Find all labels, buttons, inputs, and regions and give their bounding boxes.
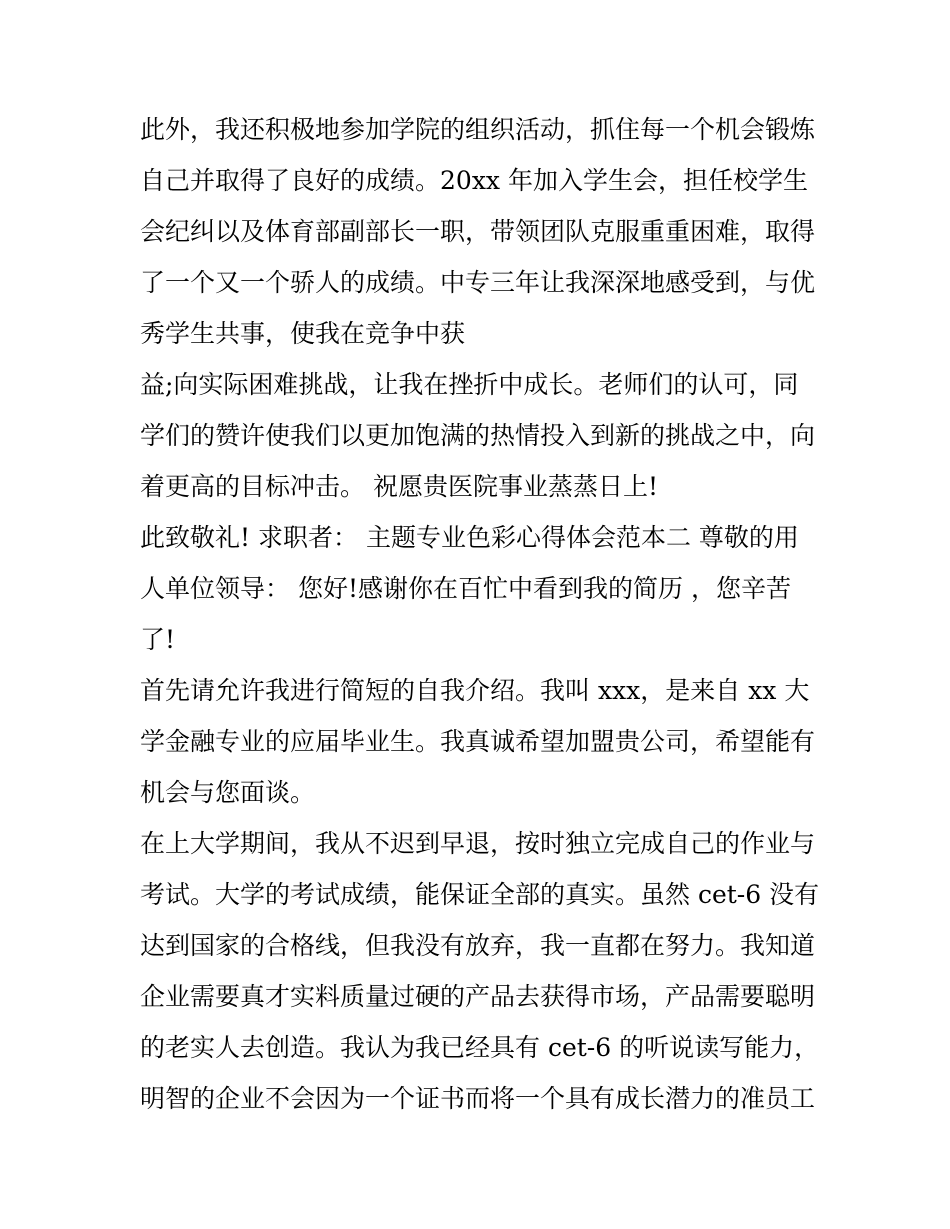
text-line: 的老实人去创造。我认为我已经具有 cet-6 的听说读写能力，	[140, 1033, 820, 1062]
text-line: 达到国家的合格线，但我没有放弃，我一直都在努力。我知道	[140, 931, 816, 960]
text-line: 首先请允许我进行简短的自我介绍。我叫 xxx，是来自 xx 大	[140, 676, 810, 705]
text-line: 会纪纠以及体育部副部长一职，带领团队克服重重困难，取得	[140, 217, 816, 246]
text-line: 着更高的目标冲击。 祝愿贵医院事业蒸蒸日上!	[140, 472, 658, 501]
text-line: 此外，我还积极地参加学院的组织活动，抓住每一个机会锻炼	[140, 115, 816, 144]
text-line: 了一个又一个骄人的成绩。中专三年让我深深地感受到，与优	[140, 268, 816, 297]
document-body	[140, 104, 820, 1124]
text-line: 人单位领导： 您好!感谢你在百忙中看到我的简历 ，您辛苦	[140, 574, 791, 603]
text-line: 自己并取得了良好的成绩。20xx 年加入学生会，担任校学生	[140, 166, 808, 195]
text-line: 学们的赞许使我们以更加饱满的热情投入到新的挑战之中，向	[140, 421, 816, 450]
text-line: 在上大学期间，我从不迟到早退，按时独立完成自己的作业与	[140, 829, 816, 858]
text-line: 企业需要真才实料质量过硬的产品去获得市场，产品需要聪明	[140, 982, 816, 1011]
text-line: 秀学生共事，使我在竞争中获	[140, 319, 466, 348]
text-line: 了!	[140, 625, 176, 654]
text-line: 此致敬礼! 求职者： 主题专业色彩心得体会范本二 尊敬的用	[140, 523, 799, 552]
text-line: 益;向实际困难挑战，让我在挫折中成长。老师们的认可，同	[140, 370, 799, 399]
text-line: 学金融专业的应届毕业生。我真诚希望加盟贵公司，希望能有	[140, 727, 816, 756]
text-line: 机会与您面谈。	[140, 778, 316, 807]
text-line: 明智的企业不会因为一个证书而将一个具有成长潜力的准员工	[140, 1084, 816, 1113]
text-line: 考试。大学的考试成绩，能保证全部的真实。虽然 cet-6 没有	[140, 880, 820, 909]
